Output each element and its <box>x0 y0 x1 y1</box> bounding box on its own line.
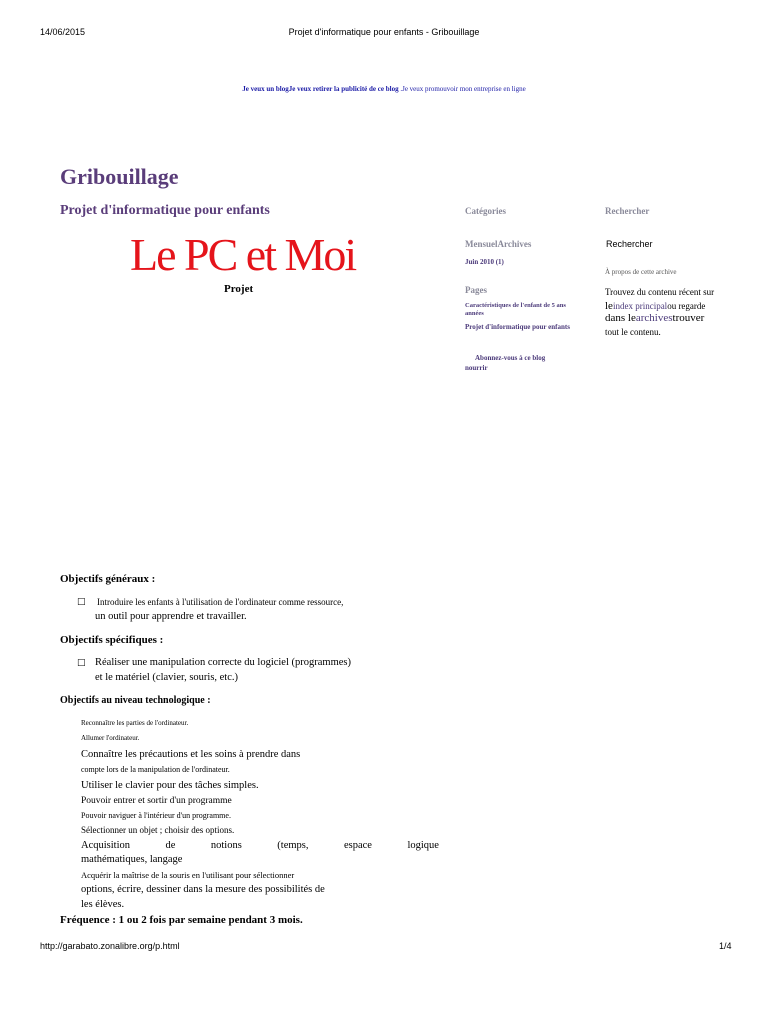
archive-link-june-2010[interactable]: Juin 2010 (1) <box>465 258 504 266</box>
tech-item-3: Connaître les précautions et les soins à prendre dans <box>81 749 301 760</box>
index-link[interactable]: index principal <box>612 301 668 311</box>
general-bullet-line1: Introduire les enfants à l'utilisation de l'ordinateur comme ressource, <box>97 597 344 607</box>
link-remove-ads[interactable]: Je veux retirer la publicité de ce blog <box>288 85 399 93</box>
categories-heading: Catégories <box>465 206 506 216</box>
about-ou: ou regarde <box>667 301 706 311</box>
post-title: Projet d'informatique pour enfants <box>60 203 270 218</box>
page-link-project[interactable]: Projet d'informatique pour enfants <box>465 323 570 331</box>
tech-item-9-word: (temps, <box>277 840 309 851</box>
link-promote-business[interactable]: .Je veux promouvoir mon entreprise en ligne <box>400 85 526 93</box>
tech-item-8: Sélectionner un objet ; choisir des options. <box>81 825 235 835</box>
tech-objectives-heading: Objectifs au niveau technologique : <box>60 695 211 706</box>
about-text-line2 <box>605 300 705 312</box>
tech-item-9-word: espace <box>343 840 372 851</box>
subscribe-link[interactable]: Abonnez-vous à ce blog <box>475 354 546 362</box>
about-text-line1: Trouvez du contenu récent sur <box>605 287 715 297</box>
tech-item-7: Pouvoir naviguer à l'intérieur d'un programme. <box>81 811 231 820</box>
tech-item-2: Allumer l'ordinateur. <box>81 734 140 742</box>
search-button[interactable]: Rechercher <box>606 239 653 249</box>
archives-link[interactable]: archives <box>635 312 673 324</box>
print-page-number: 1/4 <box>719 941 732 951</box>
print-date: 14/06/2015 <box>40 27 86 37</box>
tech-item-9-word: Acquisition <box>81 840 130 851</box>
tech-item-9-word: logique <box>407 840 439 851</box>
bullet-icon: □ <box>77 597 86 607</box>
site-title[interactable]: Gribouillage <box>60 164 179 189</box>
about-le: le <box>605 300 613 312</box>
about-dans: dans le <box>605 312 636 324</box>
about-archive-heading: À propos de cette archive <box>605 268 677 276</box>
frequency-text: Fréquence : 1 ou 2 fois par semaine pendant 3 mois. <box>60 914 303 926</box>
tech-item-1: Reconnaître les parties de l'ordinateur. <box>81 719 189 727</box>
pages-heading: Pages <box>465 285 487 295</box>
logo-subtitle: Projet <box>224 283 254 295</box>
tech-item-13: les élèves. <box>81 899 125 910</box>
specific-objectives-heading: Objectifs spécifiques : <box>60 634 164 646</box>
tech-item-5: Utiliser le clavier pour des tâches simples. <box>81 780 259 791</box>
top-links-bar <box>0 85 768 93</box>
bullet-icon: □ <box>77 658 86 668</box>
general-objectives-heading: Objectifs généraux : <box>60 573 156 585</box>
page-link-characteristics[interactable]: Caractéristiques de l'enfant de 5 ans années <box>465 302 566 317</box>
tech-item-6: Pouvoir entrer et sortir d'un programme <box>81 796 232 806</box>
print-page-title: Projet d'informatique pour enfants - Gribouillage <box>288 27 480 37</box>
about-text-line4: tout le contenu. <box>605 327 661 337</box>
about-trouver: trouver <box>672 312 705 324</box>
link-want-blog[interactable]: Je veux un blog <box>242 85 289 93</box>
about-text-line3 <box>605 312 704 324</box>
general-bullet-line2: un outil pour apprendre et travailler. <box>95 611 247 622</box>
specific-bullet-line1: Réaliser une manipulation correcte du logiciel (programmes) <box>95 657 351 668</box>
tech-item-9 <box>81 840 439 851</box>
print-url: http://garabato.zonalibre.org/p.html <box>40 941 180 951</box>
tech-item-10: mathématiques, langage <box>81 854 183 865</box>
search-heading: Rechercher <box>605 206 650 216</box>
tech-item-4: compte lors de la manipulation de l'ordinateur. <box>81 765 230 774</box>
tech-item-9-word: notions <box>210 840 242 851</box>
logo-text: Le PC et Moi <box>130 229 356 280</box>
tech-item-12: options, écrire, dessiner dans la mesure des possibilités de <box>81 884 325 895</box>
feed-link[interactable]: nourrir <box>465 364 488 372</box>
tech-item-9-word: de <box>165 840 176 851</box>
specific-bullet-line2: et le matériel (clavier, souris, etc.) <box>95 672 239 683</box>
tech-item-11: Acquérir la maîtrise de la souris en l'utilisant pour sélectionner <box>81 870 295 880</box>
archives-heading: MensuelArchives <box>465 239 532 249</box>
